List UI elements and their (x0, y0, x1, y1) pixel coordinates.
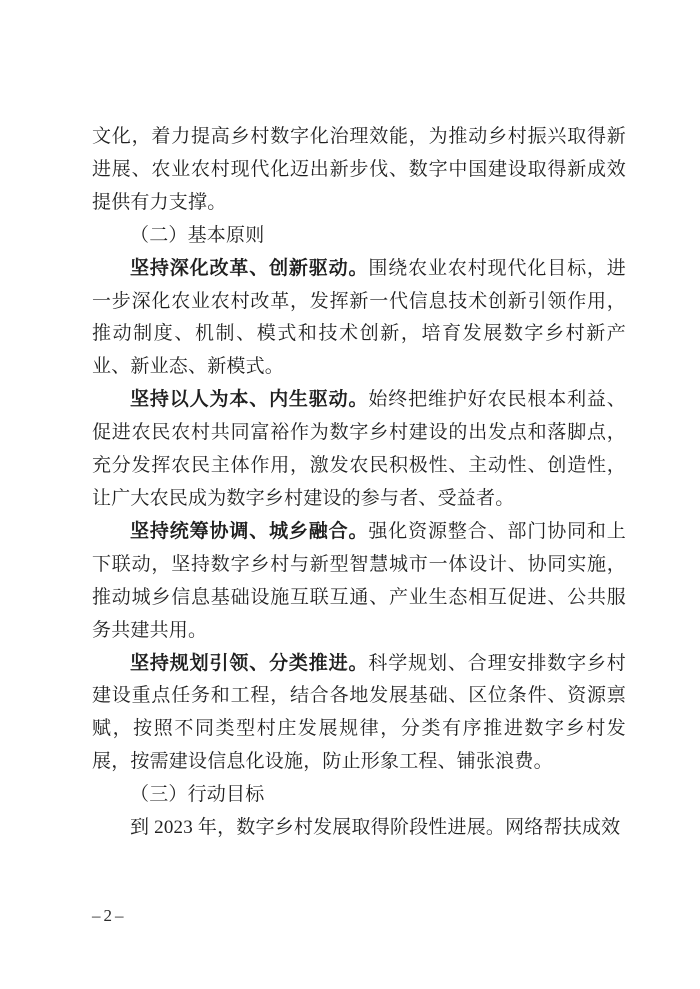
paragraph-principle-1 (92, 253, 626, 385)
paragraph-principle-2 (92, 384, 626, 516)
paragraph-text: 到 2023 年，数字乡村发展取得阶段性进展。网络帮扶成效 (130, 817, 621, 839)
paragraph-principle-4 (92, 648, 626, 780)
document-body (92, 121, 626, 845)
paragraph-bold-lead: 坚持规划引领、分类推进。 (130, 652, 369, 674)
page-number: –2– (92, 906, 127, 925)
section-heading-basic-principles (92, 220, 626, 253)
paragraph-text: 文化，着力提高乡村数字化治理效能，为推动乡村振兴取得新进展、农业农村现代化迈出新步伐、数字中国建设取得新成效提供有力支撑。 (92, 126, 626, 213)
paragraph-bold-lead: 坚持以人为本、内生驱动。 (130, 389, 369, 411)
paragraph-text: 科学规划、合理安排数字乡村建设重点任务和工程，结合各地发展基础、区位条件、资源禀赋，按照不同类型村庄发展规律，分类有序推进数字乡村发展，按需建设信息化设施，防止形象工程、铺张浪费。 (92, 652, 626, 773)
paragraph-text: 始终把维护好农民根本利益、促进农民农村共同富裕作为数字乡村建设的出发点和落脚点，充分发挥农民主体作用，激发农民积极性、主动性、创造性，让广大农民成为数字乡村建设的参与者、受益者。 (92, 389, 626, 509)
section-heading-text: （三）行动目标 (130, 784, 265, 806)
paragraph-principle-3 (92, 516, 626, 648)
paragraph-continuation (92, 121, 626, 220)
paragraph-bold-lead: 坚持深化改革、创新驱动。 (130, 257, 369, 279)
section-heading-action-goals (92, 779, 626, 812)
paragraph-action-goals (92, 812, 626, 845)
paragraph-text: 强化资源整合、部门协同和上下联动，坚持数字乡村与新型智慧城市一体设计、协同实施，推动城乡信息基础设施互联互通、产业生态相互促进、公共服务共建共用。 (92, 520, 626, 641)
paragraph-bold-lead: 坚持统筹协调、城乡融合。 (130, 520, 369, 542)
section-heading-text: （二）基本原则 (130, 224, 265, 246)
paragraph-text: 围绕农业农村现代化目标，进一步深化农业农村改革，发挥新一代信息技术创新引领作用，推动制度、机制、模式和技术创新，培育发展数字乡村新产业、新业态、新模式。 (92, 257, 626, 378)
